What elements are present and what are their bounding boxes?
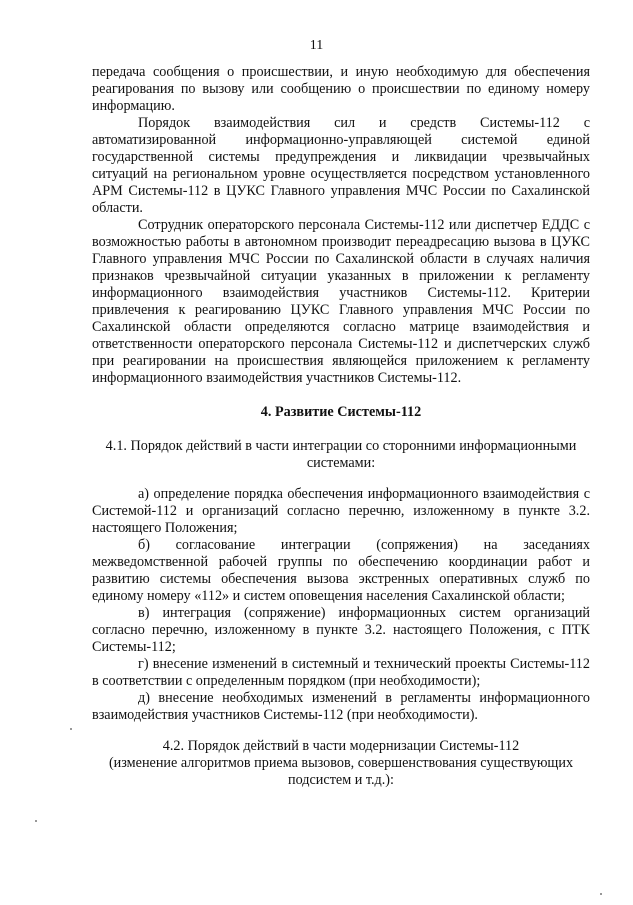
scan-speck [70,728,72,730]
section-heading: 4. Развитие Системы-112 [260,404,422,420]
list-item-e: д) внесение необходимых изменений в регламенты информационного взаимодействия участников Системы-112 (при необходимости). [92,690,590,723]
paragraph-interaction-order: Порядок взаимодействия сил и средств Системы-112 с автоматизированной информационно-управляющей системой единой государственной системы предупреждения и ликвидации чрезвычайных ситуаций на региональном уровне осуществляется посредством установленного АРМ Системы-112 в ЦУКС Главного управления МЧС России по Сахалинской области. [92,115,590,216]
subsection-4-2-heading-line1: 4.2. Порядок действий в части модернизации Системы-112 [162,738,520,754]
list-item-b: б) согласование интеграции (сопряжения) на заседаниях межведомственной рабочей группы по обеспечению координации работ и развитию системы обеспечения вызова экстренных оперативных служб по единому номеру «112» и систем оповещения населения Сахалинской области; [92,537,590,604]
list-item-c: в) интеграция (сопряжение) информационных систем организаций согласно перечню, изложенному в пункте 3.2. настоящего Положения, с ПТК Системы-112; [92,605,590,655]
scan-speck [600,893,602,895]
subsection-4-1-heading: 4.1. Порядок действий в части интеграции со сторонними информационными системами: [105,438,577,471]
document-body [92,64,590,789]
list-item-d: г) внесение изменений в системный и технический проекты Системы-112 в соответствии с определенным порядком (при необходимости); [92,656,590,689]
scan-speck [35,820,37,822]
subsection-4-2-heading-line2: (изменение алгоритмов приема вызовов, совершенствования существующих подсистем и т.д.): [108,755,574,788]
paragraph-continuation: передача сообщения о происшествии, и иную необходимую для обеспечения реагирования по вызову или сообщению о происшествии по единому номеру информацию. [92,64,590,114]
list-item-a: а) определение порядка обеспечения информационного взаимодействия с Системой-112 и организаций согласно перечню, изложенному в пункте 3.2. настоящего Положения; [92,486,590,536]
page-number: 11 [309,38,324,53]
paragraph-operator-staff: Сотрудник операторского персонала Системы-112 или диспетчер ЕДДС с возможностью работы в автономном производит переадресацию вызова в ЦУКС Главного управления МЧС России по Сахалинской области в случаях наличия признаков чрезвычайной ситуации указанных в приложении к регламенту информационного взаимодействия участников Системы-112. Критерии привлечения к реагированию ЦУКС Главного управления МЧС России по Сахалинской области определяются согласно матрице взаимодействия и ответственности операторского персонала Системы-112 и диспетчерских служб при реагировании на происшествия являющейся приложением к регламенту информационного взаимодействия участников Системы-112. [92,217,590,386]
